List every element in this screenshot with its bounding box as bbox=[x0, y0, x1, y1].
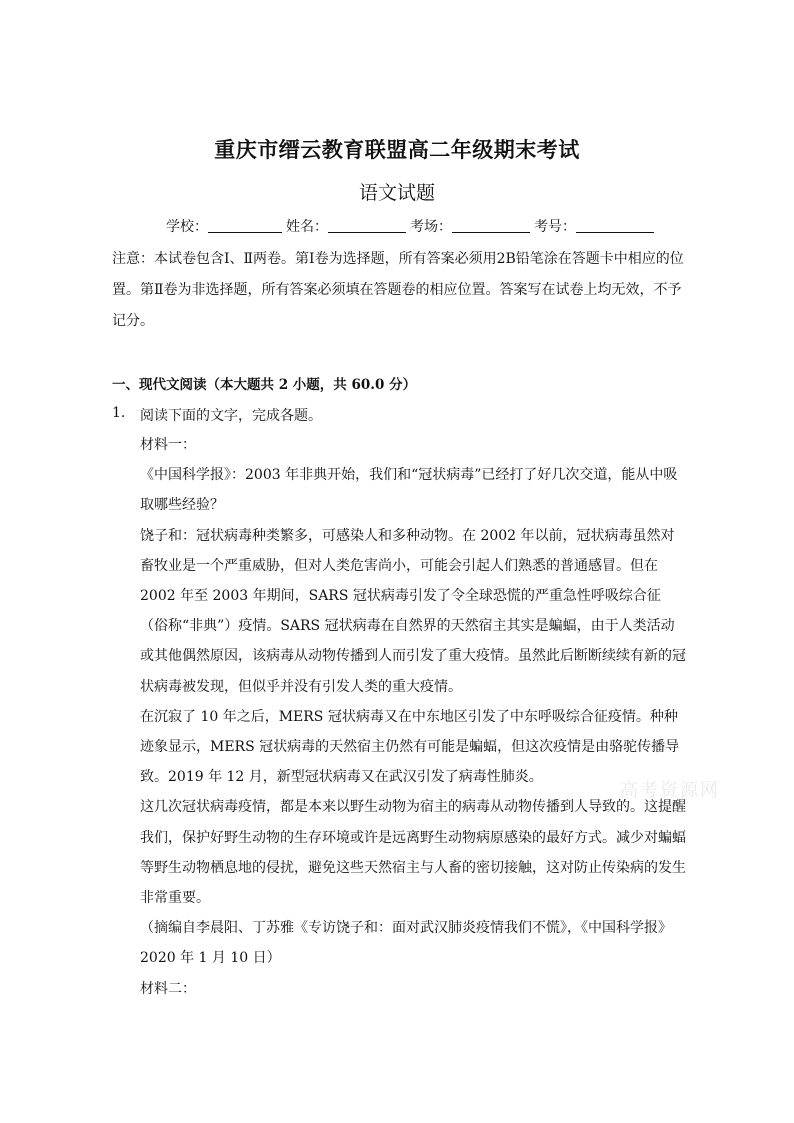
school-label: 学校： bbox=[166, 219, 208, 235]
material-paragraph-3: 在沉寂了 10 年之后，MERS 冠状病毒又在中东地区引发了中东呼吸综合征疫情。种种迹象显示，MERS 冠状病毒的天然宿主仍然有可能是蝙蝠，但这次疫情是由骆驼传播导致。2019 年 12 月，新型冠状病毒又在武汉引发了病毒性肺炎。 bbox=[140, 708, 680, 786]
section-heading: 一、现代文阅读（本大题共 2 小题，共 60.0 分） bbox=[112, 377, 417, 393]
exam-number-label: 考号： bbox=[534, 219, 576, 235]
material-heading-1: 材料一： bbox=[140, 437, 196, 453]
exam-room-label: 考场： bbox=[410, 219, 452, 235]
name-blank[interactable] bbox=[328, 218, 406, 233]
material-heading-2: 材料二： bbox=[140, 980, 196, 997]
student-info-line bbox=[166, 216, 658, 236]
school-blank[interactable] bbox=[208, 218, 282, 233]
material-paragraph-4: 这几次冠状病毒疫情，都是本来以野生动物为宿主的病毒从动物传播到人导致的。这提醒我们，保护好野生动物的生存环境或许是远离野生动物病原感染的最好方式。减少对蝙蝠等野生动物栖息地的侵扰，避免这些天然宿主与人畜的密切接触，这对防止传染病的发生非常重要。 bbox=[140, 799, 686, 907]
watermark: 高考资源网 bbox=[620, 780, 720, 801]
exam-title: 重庆市缙云教育联盟高二年级期末考试 bbox=[214, 137, 580, 162]
material-citation: （摘编自李晨阳、丁苏雅《专访饶子和：面对武汉肺炎疫情我们不慌》，《中国科学报》2020 年 1 月 10 日） bbox=[140, 920, 672, 967]
exam-room-blank[interactable] bbox=[452, 218, 530, 233]
question-prompt: 阅读下面的文字，完成各题。 bbox=[140, 408, 322, 424]
material-paragraph-2: 饶子和：冠状病毒种类繁多，可感染人和多种动物。在 2002 年以前，冠状病毒虽然对畜牧业是一个严重威胁，但对人类危害尚小，可能会引起人们熟悉的普通感冒。但在 2002 年至 2003 年期间，SARS 冠状病毒引发了令全球恐慌的严重急性呼吸综合征（俗称“非典”）疫情。SARS 冠状病毒在自然界的天然宿主其实是蝙蝠，由于人类活动或其他偶然原因，该病毒从动物传播到人而引发了重大疫情。虽然此后断断续续有新的冠状病毒被发现，但似乎并没有引发人类的重大疫情。 bbox=[140, 527, 686, 695]
question-number: 1. bbox=[112, 405, 126, 421]
exam-number-blank[interactable] bbox=[576, 218, 654, 233]
exam-subtitle: 语文试题 bbox=[358, 182, 435, 204]
reading-material bbox=[140, 430, 688, 1004]
name-label: 姓名： bbox=[286, 219, 328, 235]
exam-notice: 注意：本试卷包含Ⅰ、Ⅱ两卷。第Ⅰ卷为选择题，所有答案必须用2B铅笔涂在答题卡中相应的位置。第Ⅱ卷为非选择题，所有答案必须填在答题卷的相应位置。答案写在试卷上均无效，不予记分。 bbox=[112, 251, 684, 329]
material-paragraph-1: 《中国科学报》：2003 年非典开始，我们和“冠状病毒”已经打了好几次交道，能从中吸取哪些经验？ bbox=[140, 467, 678, 514]
